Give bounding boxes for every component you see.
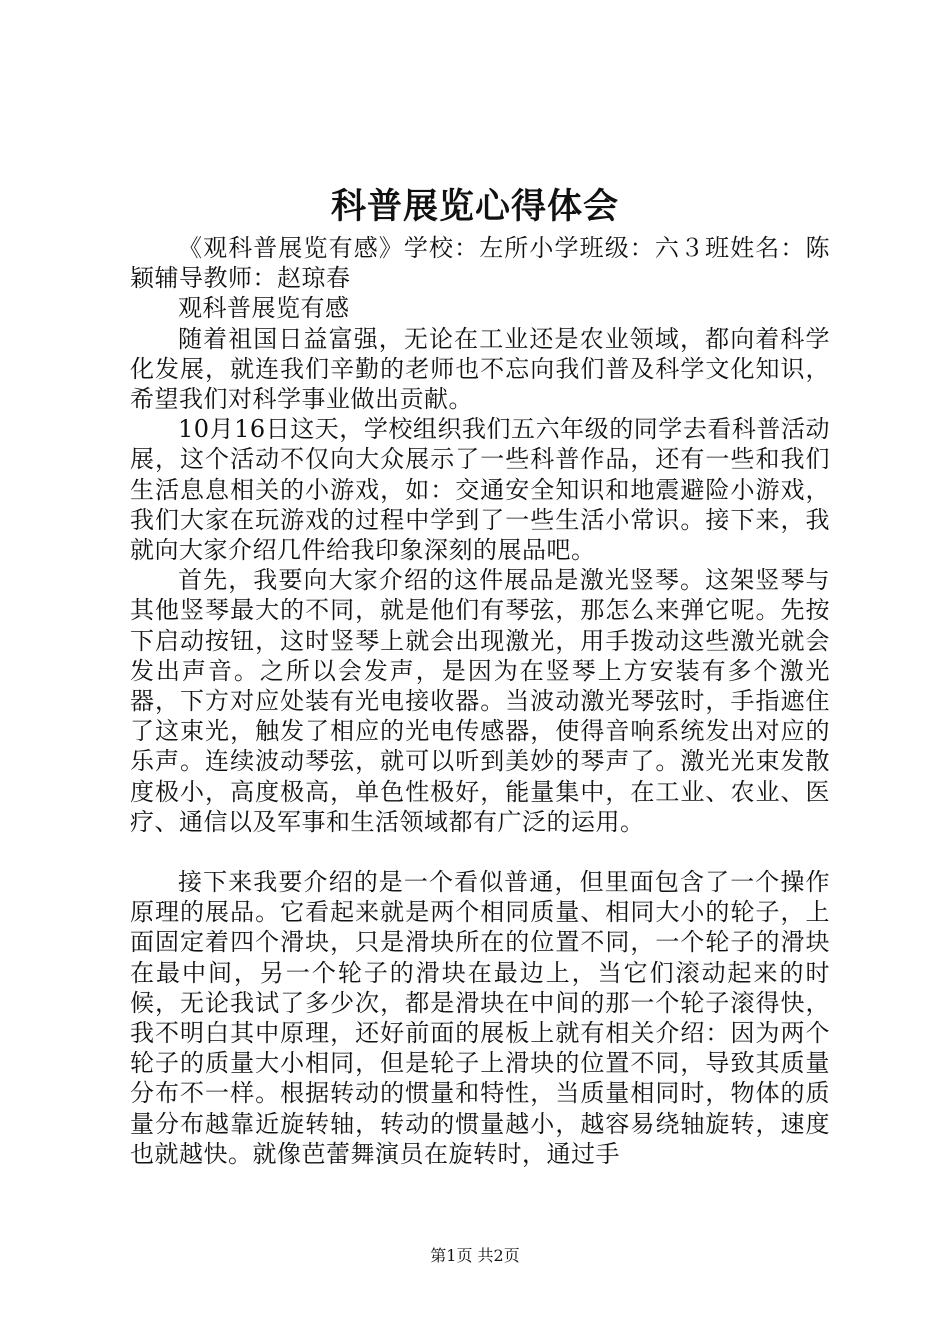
paragraph-subtitle: 观科普展览有感 (178, 294, 350, 323)
paragraph-wheels: 接下来我要介绍的是一个看似普通，但里面包含了一个操作原理的展品。它看起来就是两个相同质量、相同大小的轮子，上面固定着四个滑块，只是滑块所在的位置不同，一个轮子的滑块在最中间，另一个轮子的滑块在最边上，当它们滚动起来的时候，无论我试了多少次，都是滑块在中间的那一个轮子滚得快，我不明白其中原理，还好前面的展板上就有相关介绍：因为两个轮子的质量大小相同，但是轮子上滑块的位置不同，导致其质量分布不一样。根据转动的惯量和特性，当质量相同时，物体的质量分布越靠近旋转轴，转动的惯量越小，越容易绕轴旋转，速度也就越快。就像芭蕾舞演员在旋转时，通过手 (130, 868, 830, 1168)
document-body (130, 233, 830, 1169)
paragraph-laser-harp: 首先，我要向大家介绍的这件展品是激光竖琴。这架竖琴与其他竖琴最大的不同，就是他们有琴弦，那怎么来弹它呢。先按下启动按钮，这时竖琴上就会出现激光，用手拨动这些激光就会发出声音。之所以会发声，是因为在竖琴上方安装有多个激光器，下方对应处装有光电接收器。当波动激光琴弦时，手指遮住了这束光，触发了相应的光电传感器，使得音响系统发出对应的乐声。连续波动琴弦，就可以听到美妙的琴声了。激光光束发散度极小，高度极高，单色性极好，能量集中，在工业、农业、医疗、通信以及军事和生活领域都有广泛的运用。 (130, 566, 830, 836)
document-title: 科普展览心得体会 (330, 186, 619, 227)
paragraph-event: 10月16日这天，学校组织我们五六年级的同学去看科普活动展，这个活动不仅向大众展示了一些科普作品，还有一些和我们生活息息相关的小游戏，如：交通安全知识和地震避险小游戏，我们大家在玩游戏的过程中学到了一些生活小常识。接下来，我就向大家介绍几件给我印象深刻的展品吧。 (130, 415, 830, 565)
paragraph-intro: 随着祖国日益富强，无论在工业还是农业领域，都向着科学化发展，就连我们辛勤的老师也不忘向我们普及科学文化知识，希望我们对科学事业做出贡献。 (130, 324, 830, 414)
page-footer: 第1页 共2页 (430, 1246, 520, 1265)
paragraph-header-info: 《观科普展览有感》学校：左所小学班级：六３班姓名：陈颖辅导教师：赵琼春 (130, 234, 830, 293)
